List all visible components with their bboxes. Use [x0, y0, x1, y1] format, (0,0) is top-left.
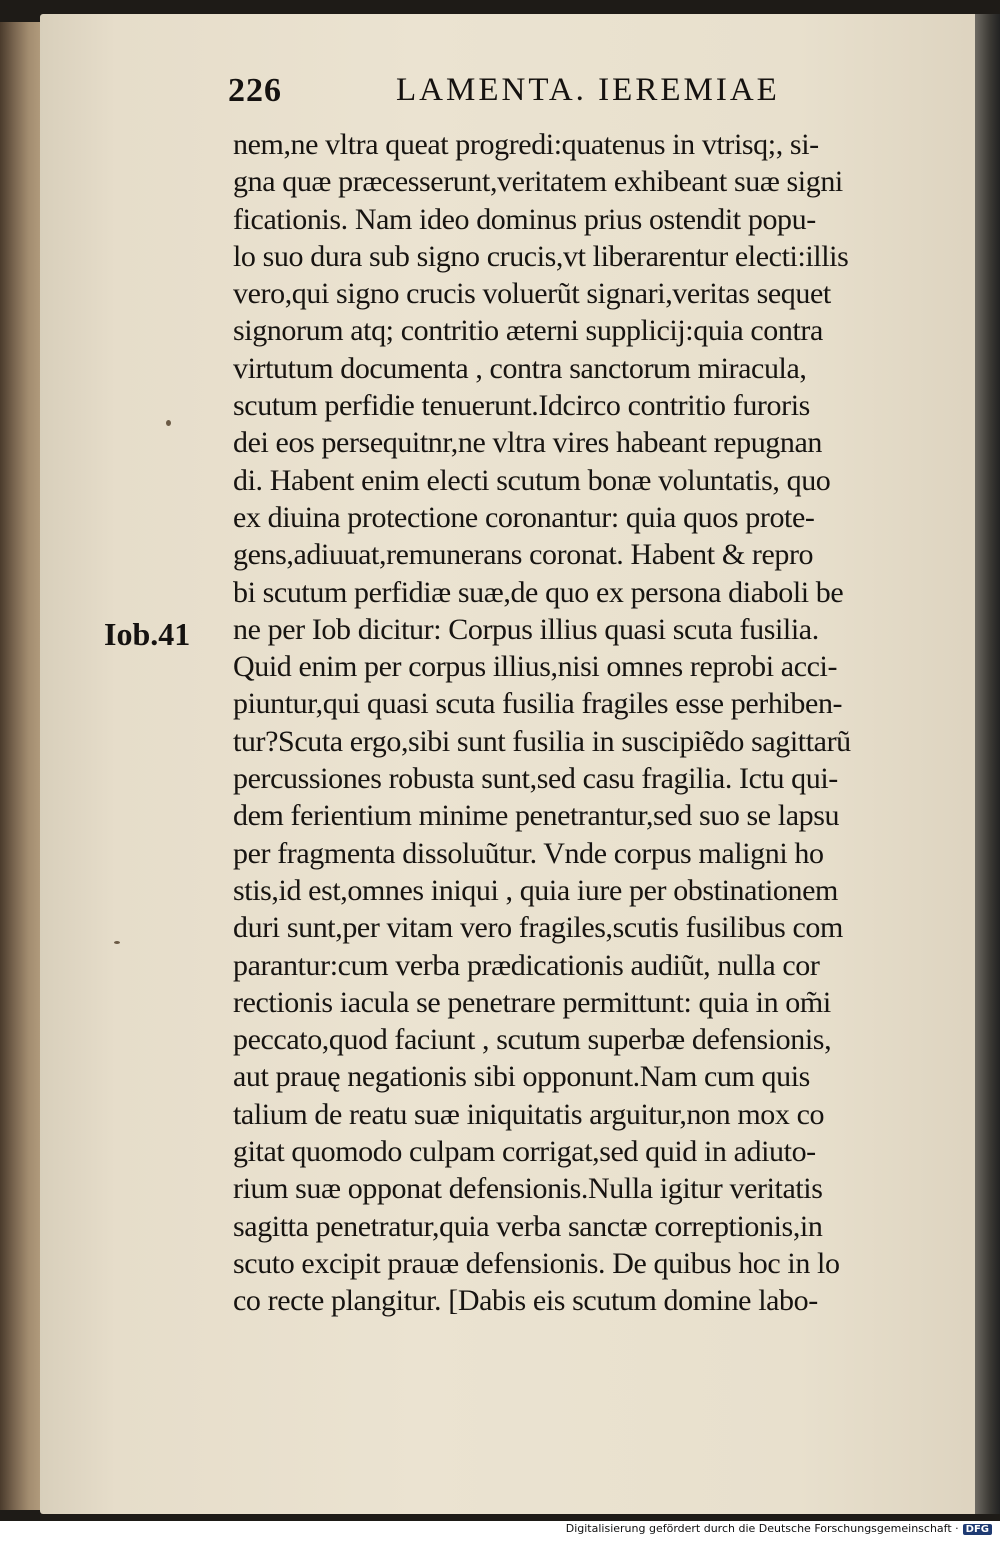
running-title: LAMENTA. IEREMIAE: [396, 72, 780, 108]
text-line: ne per Iob dicitur: Corpus illius quasi scuta fusilia.: [233, 612, 819, 646]
text-line: scutum perfidie tenuerunt.Idcirco contritio furoris: [233, 389, 810, 423]
text-line: Quid enim per corpus illius,nisi omnes reprobi acci-: [233, 650, 838, 684]
marginal-citation: Iob.41: [104, 616, 191, 652]
text-line: per fragmenta dissoluũtur. Vnde corpus maligni ho: [233, 836, 824, 870]
text-line: dem ferientium minime penetrantur,sed suo se lapsu: [233, 799, 840, 833]
credit-text: Digitalisierung gefördert durch die Deutsche Forschungsgemeinschaft ·: [565, 1522, 959, 1535]
text-line: ex diuina protectione coronantur: quia quos prote-: [233, 500, 815, 534]
text-line: aut prauę negationis sibi opponunt.Nam cum quis: [233, 1060, 810, 1094]
text-line: rium suæ opponat defensionis.Nulla igitur veritatis: [233, 1172, 823, 1206]
text-line: gens,adiuuat,remunerans coronat. Habent & repro: [233, 538, 814, 572]
text-line: lo suo dura sub signo crucis,vt liberarentur electi:illis: [233, 239, 849, 273]
text-line: rectionis iacula se penetrare permittunt: quia in om̃i: [233, 985, 831, 1019]
text-line: bi scutum perfidiæ suæ,de quo ex persona diaboli be: [233, 575, 844, 609]
book-gutter-shadow: [975, 14, 1000, 1514]
dfg-logo: DFG: [963, 1524, 992, 1535]
text-line: parantur:cum verba prædicationis audiũt, nulla cor: [233, 948, 820, 982]
text-line: percussiones robusta sunt,sed casu fragilia. Ictu qui-: [233, 762, 838, 796]
text-line: virtutum documenta , contra sanctorum miracula,: [233, 351, 807, 385]
digitization-credit: [566, 1522, 992, 1535]
text-line: nem,ne vltra queat progredi:quatenus in vtrisq;, si-: [233, 128, 819, 161]
text-line: vero,qui signo crucis voluerũt signari,veritas sequet: [233, 277, 831, 311]
text-line: di. Habent enim electi scutum bonæ voluntatis, quo: [233, 463, 831, 497]
text-line: co recte plangitur. [Dabis eis scutum domine labo-: [233, 1284, 818, 1318]
text-line: ficationis. Nam ideo dominus prius ostendit popu-: [233, 202, 816, 236]
text-line: piuntur,qui quasi scuta fusilia fragiles esse perhiben-: [233, 687, 843, 721]
text-line: gna quæ præcesserunt,veritatem exhibeant suæ signi: [233, 165, 843, 199]
text-line: peccato,quod faciunt , scutum superbæ defensionis,: [233, 1023, 832, 1057]
text-line: dei eos persequitnr,ne vltra vires habeant repugnan: [233, 426, 823, 460]
paper-speck: [114, 941, 120, 944]
body-text: [233, 126, 953, 1320]
text-line: duri sunt,per vitam vero fragiles,scutis fusilibus com: [233, 911, 843, 945]
text-line: sagitta penetratur,quia verba sanctæ correptionis,in: [233, 1209, 823, 1243]
text-line: scuto excipit prauæ defensionis. De quibus hoc in lo: [233, 1246, 840, 1280]
text-line: talium de reatu suæ iniquitatis arguitur,non mox co: [233, 1097, 825, 1131]
text-line: gitat quomodo culpam corrigat,sed quid in adiuto-: [233, 1135, 816, 1169]
page-header: [228, 72, 888, 112]
paper-speck: [166, 420, 171, 426]
text-line: signorum atq; contritio æterni supplicij:quia contra: [233, 314, 823, 348]
page-number: 226: [228, 72, 282, 109]
text-line: tur?Scuta ergo,sibi sunt fusilia in suscipiẽdo sagittarũ: [233, 724, 851, 758]
text-line: stis,id est,omnes iniqui , quia iure per obstinationem: [233, 873, 838, 907]
